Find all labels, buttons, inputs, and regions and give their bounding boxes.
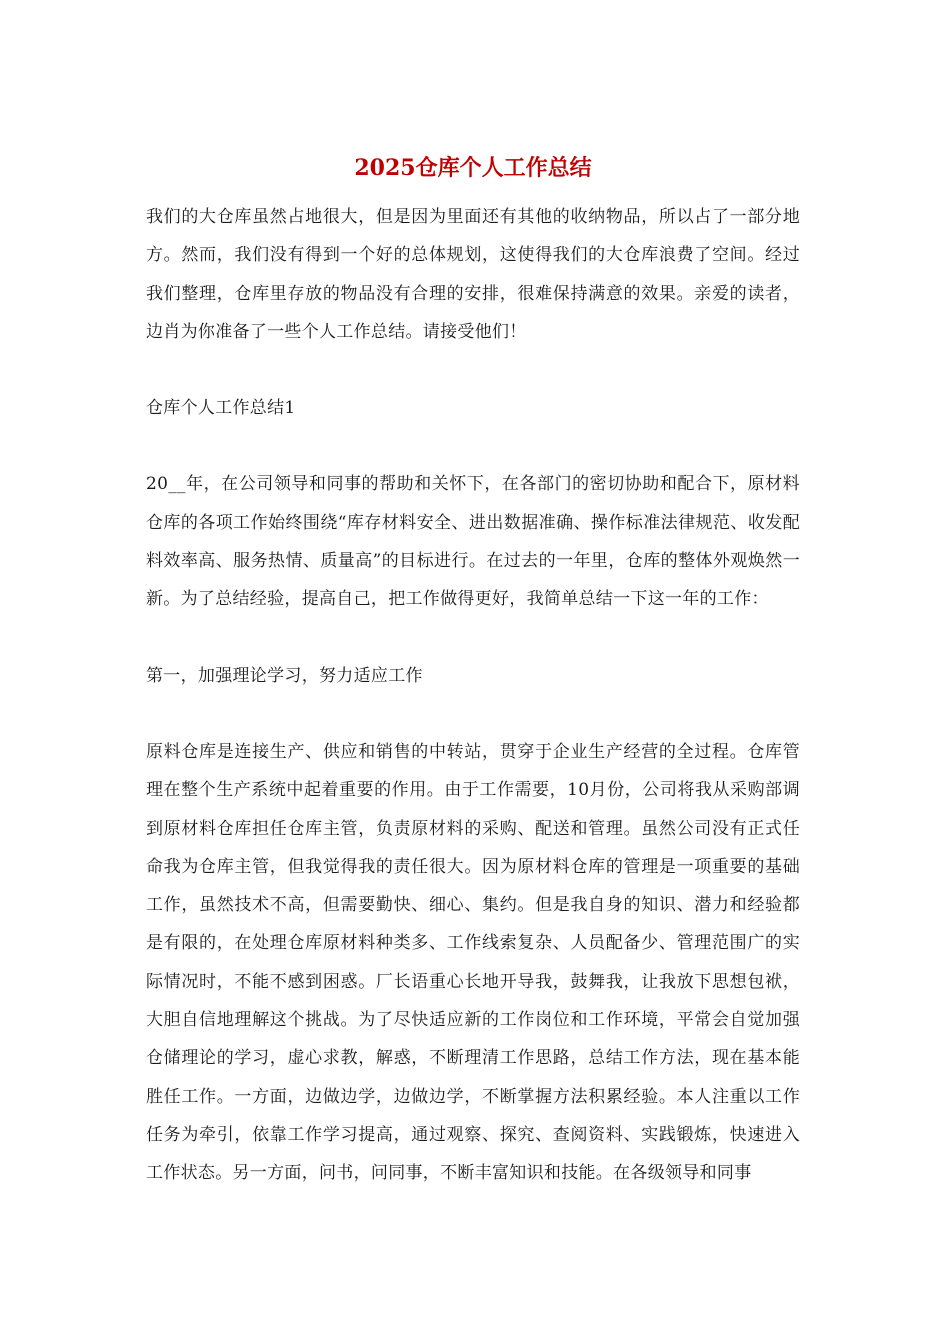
point-heading-1: 第一，加强理论学习，努力适应工作: [146, 665, 423, 686]
body-paragraph-2: 原料仓库是连接生产、供应和销售的中转站，贯穿于企业生产经营的全过程。仓库管理在整个生产系统中起着重要的作用。由于工作需要，10月份，公司将我从采购部调到原材料仓库担任仓库主管，负责原材料的采购、配送和管理。虽然公司没有正式任命我为仓库主管，但我觉得我的责任很大。因为原材料仓库的管理是一项重要的基础工作，虽然技术不高，但需要勤快、细心、集约。但是我自身的知识、潜力和经验都是有限的，在处理仓库原材料种类多、工作线索复杂、人员配备少、管理范围广的实际情况时，不能不感到困惑。厂长语重心长地开导我，鼓舞我，让我放下思想包袱，大胆自信地理解这个挑战。为了尽快适应新的工作岗位和工作环境，平常会自觉加强仓储理论的学习，虚心求教，解惑，不断理清工作思路，总结工作方法，现在基本能胜任工作。一方面，边做边学，边做边学，不断掌握方法积累经验。本人注重以工作任务为牵引，依靠工作学习提高，通过观察、探究、查阅资料、实践锻炼，快速进入工作状态。另一方面，问书，问同事，不断丰富知识和技能。在各级领导和同事: [146, 741, 800, 1184]
paragraph-gap: [146, 427, 800, 465]
paragraph-gap: [146, 695, 800, 733]
intro-paragraph: 我们的大仓库虽然占地很大，但是因为里面还有其他的收纳物品，所以占了一部分地方。然而，我们没有得到一个好的总体规划，这使得我们的大仓库浪费了空间。经过我们整理，仓库里存放的物品没有合理的安排，很难保持满意的效果。亲爱的读者，边肖为你准备了一些个人工作总结。请接受他们！: [146, 207, 800, 342]
paragraph-gap: [146, 351, 800, 389]
document-title: 2025仓库个人工作总结: [354, 155, 592, 181]
paragraph-gap: [146, 619, 800, 657]
body-paragraph-1: 20__年，在公司领导和同事的帮助和关怀下，在各部门的密切协助和配合下，原材料仓库的各项工作始终围绕“库存材料安全、进出数据准确、操作标准法律规范、收发配料效率高、服务热情、质量高”的目标进行。在过去的一年里，仓库的整体外观焕然一新。为了总结经验，提高自己，把工作做得更好，我简单总结一下这一年的工作：: [146, 474, 800, 610]
section-heading: 仓库个人工作总结1: [146, 398, 296, 419]
